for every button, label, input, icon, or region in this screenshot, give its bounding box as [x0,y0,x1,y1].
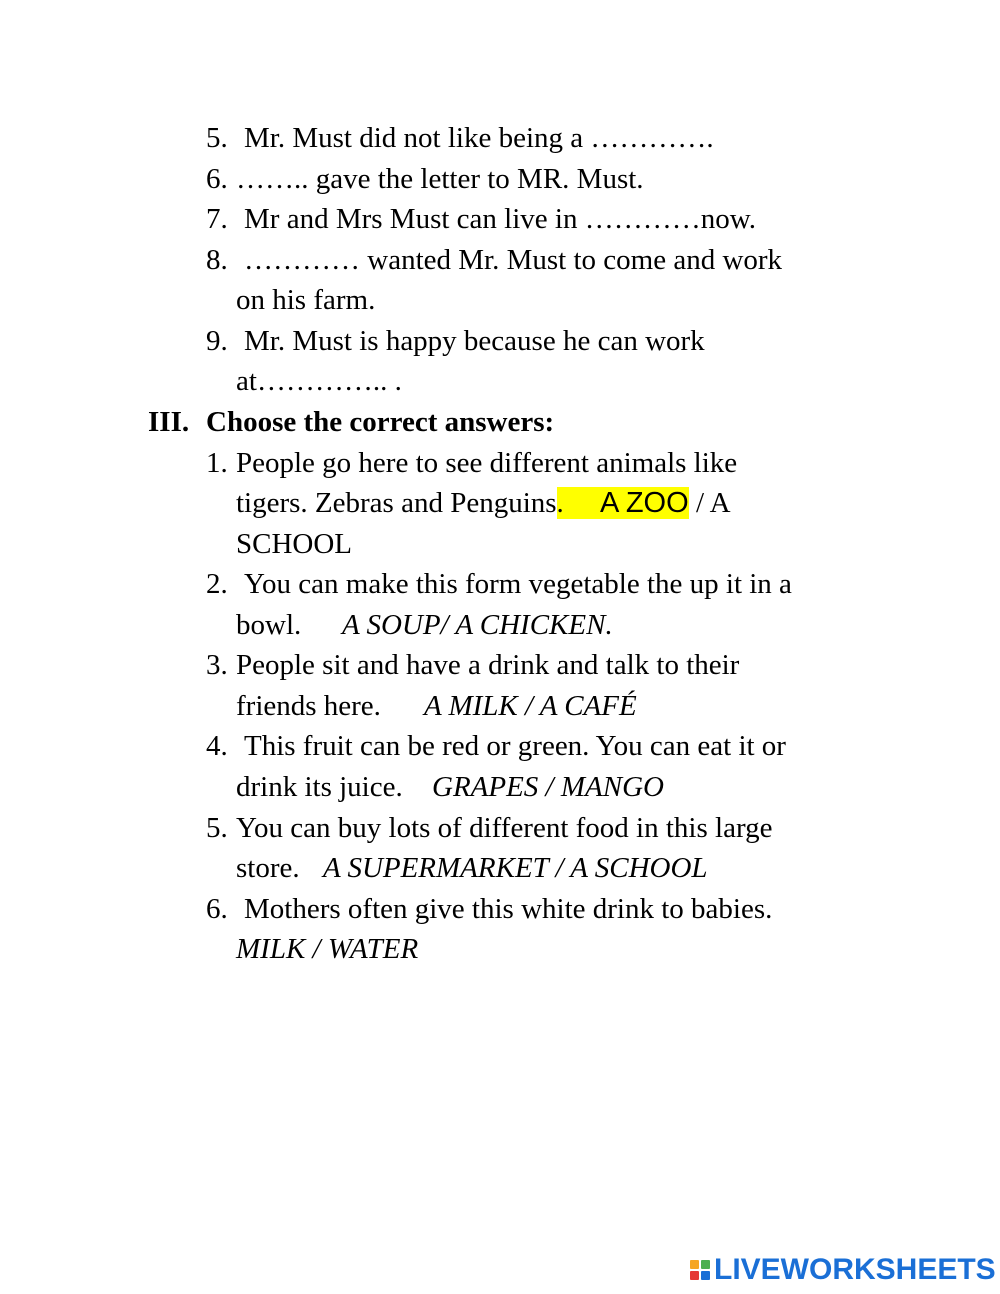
item-text: This fruit can be red or green. You can eat it or [244,730,786,762]
item-number: 8. [206,244,228,276]
item-number: 6. [206,893,228,925]
item-text: drink its juice. [236,771,403,803]
liveworksheets-blocks-icon [690,1260,710,1280]
item-text: friends here. [236,690,381,722]
section-number: III. [148,406,190,438]
answer-options[interactable]: A MILK / A CAFÉ [424,690,637,722]
item-text: Mr. Must is happy because he can work [244,325,705,357]
item-text: You can buy lots of different food in this large [236,812,773,844]
item-text: store. [236,852,300,884]
item-number: 1. [206,447,228,479]
answer-option: SCHOOL [236,528,353,560]
item-number: 7. [206,203,228,235]
item-number: 9. [206,325,228,357]
item-number: 2. [206,568,228,600]
section-title: Choose the correct answers: [206,406,555,438]
item-text: on his farm. [236,284,376,316]
item-number: 6. [206,163,228,195]
highlight-gap [564,487,600,519]
item-number: 3. [206,649,228,681]
item-text: People go here to see different animals like [236,447,738,479]
item-number: 5. [206,812,228,844]
item-text: …….. gave the letter to MR. Must. [236,163,644,195]
liveworksheets-logo[interactable] [690,1250,996,1290]
item-text: You can make this form vegetable the up it in a [244,568,792,600]
item-text: ………… wanted Mr. Must to come and work [244,244,783,276]
item-number: 4. [206,730,228,762]
item-text [236,483,731,523]
item-text: People sit and have a drink and talk to their [236,649,740,681]
item-text: at………….. . [236,365,402,397]
highlighted-text: . [556,487,564,519]
answer-option: / A [688,487,731,519]
item-text: Mr. Must did not like being a …………. [244,122,714,154]
highlighted-answer[interactable]: A ZOO [600,487,689,519]
logo-text: LIVEWORKSHEETS [714,1253,996,1286]
answer-options[interactable]: GRAPES / MANGO [432,771,664,803]
answer-options[interactable]: A SUPERMARKET / A SCHOOL [323,852,708,884]
answer-options[interactable]: MILK / WATER [236,933,419,965]
item-number: 5. [206,122,228,154]
answer-options[interactable]: A SOUP/ A CHICKEN. [342,609,613,641]
item-text-part: tigers. Zebras and Penguins [236,487,557,519]
item-text: Mr and Mrs Must can live in …………now. [244,203,757,235]
item-text: Mothers often give this white drink to babies. [244,893,773,925]
item-text: bowl. [236,609,302,641]
